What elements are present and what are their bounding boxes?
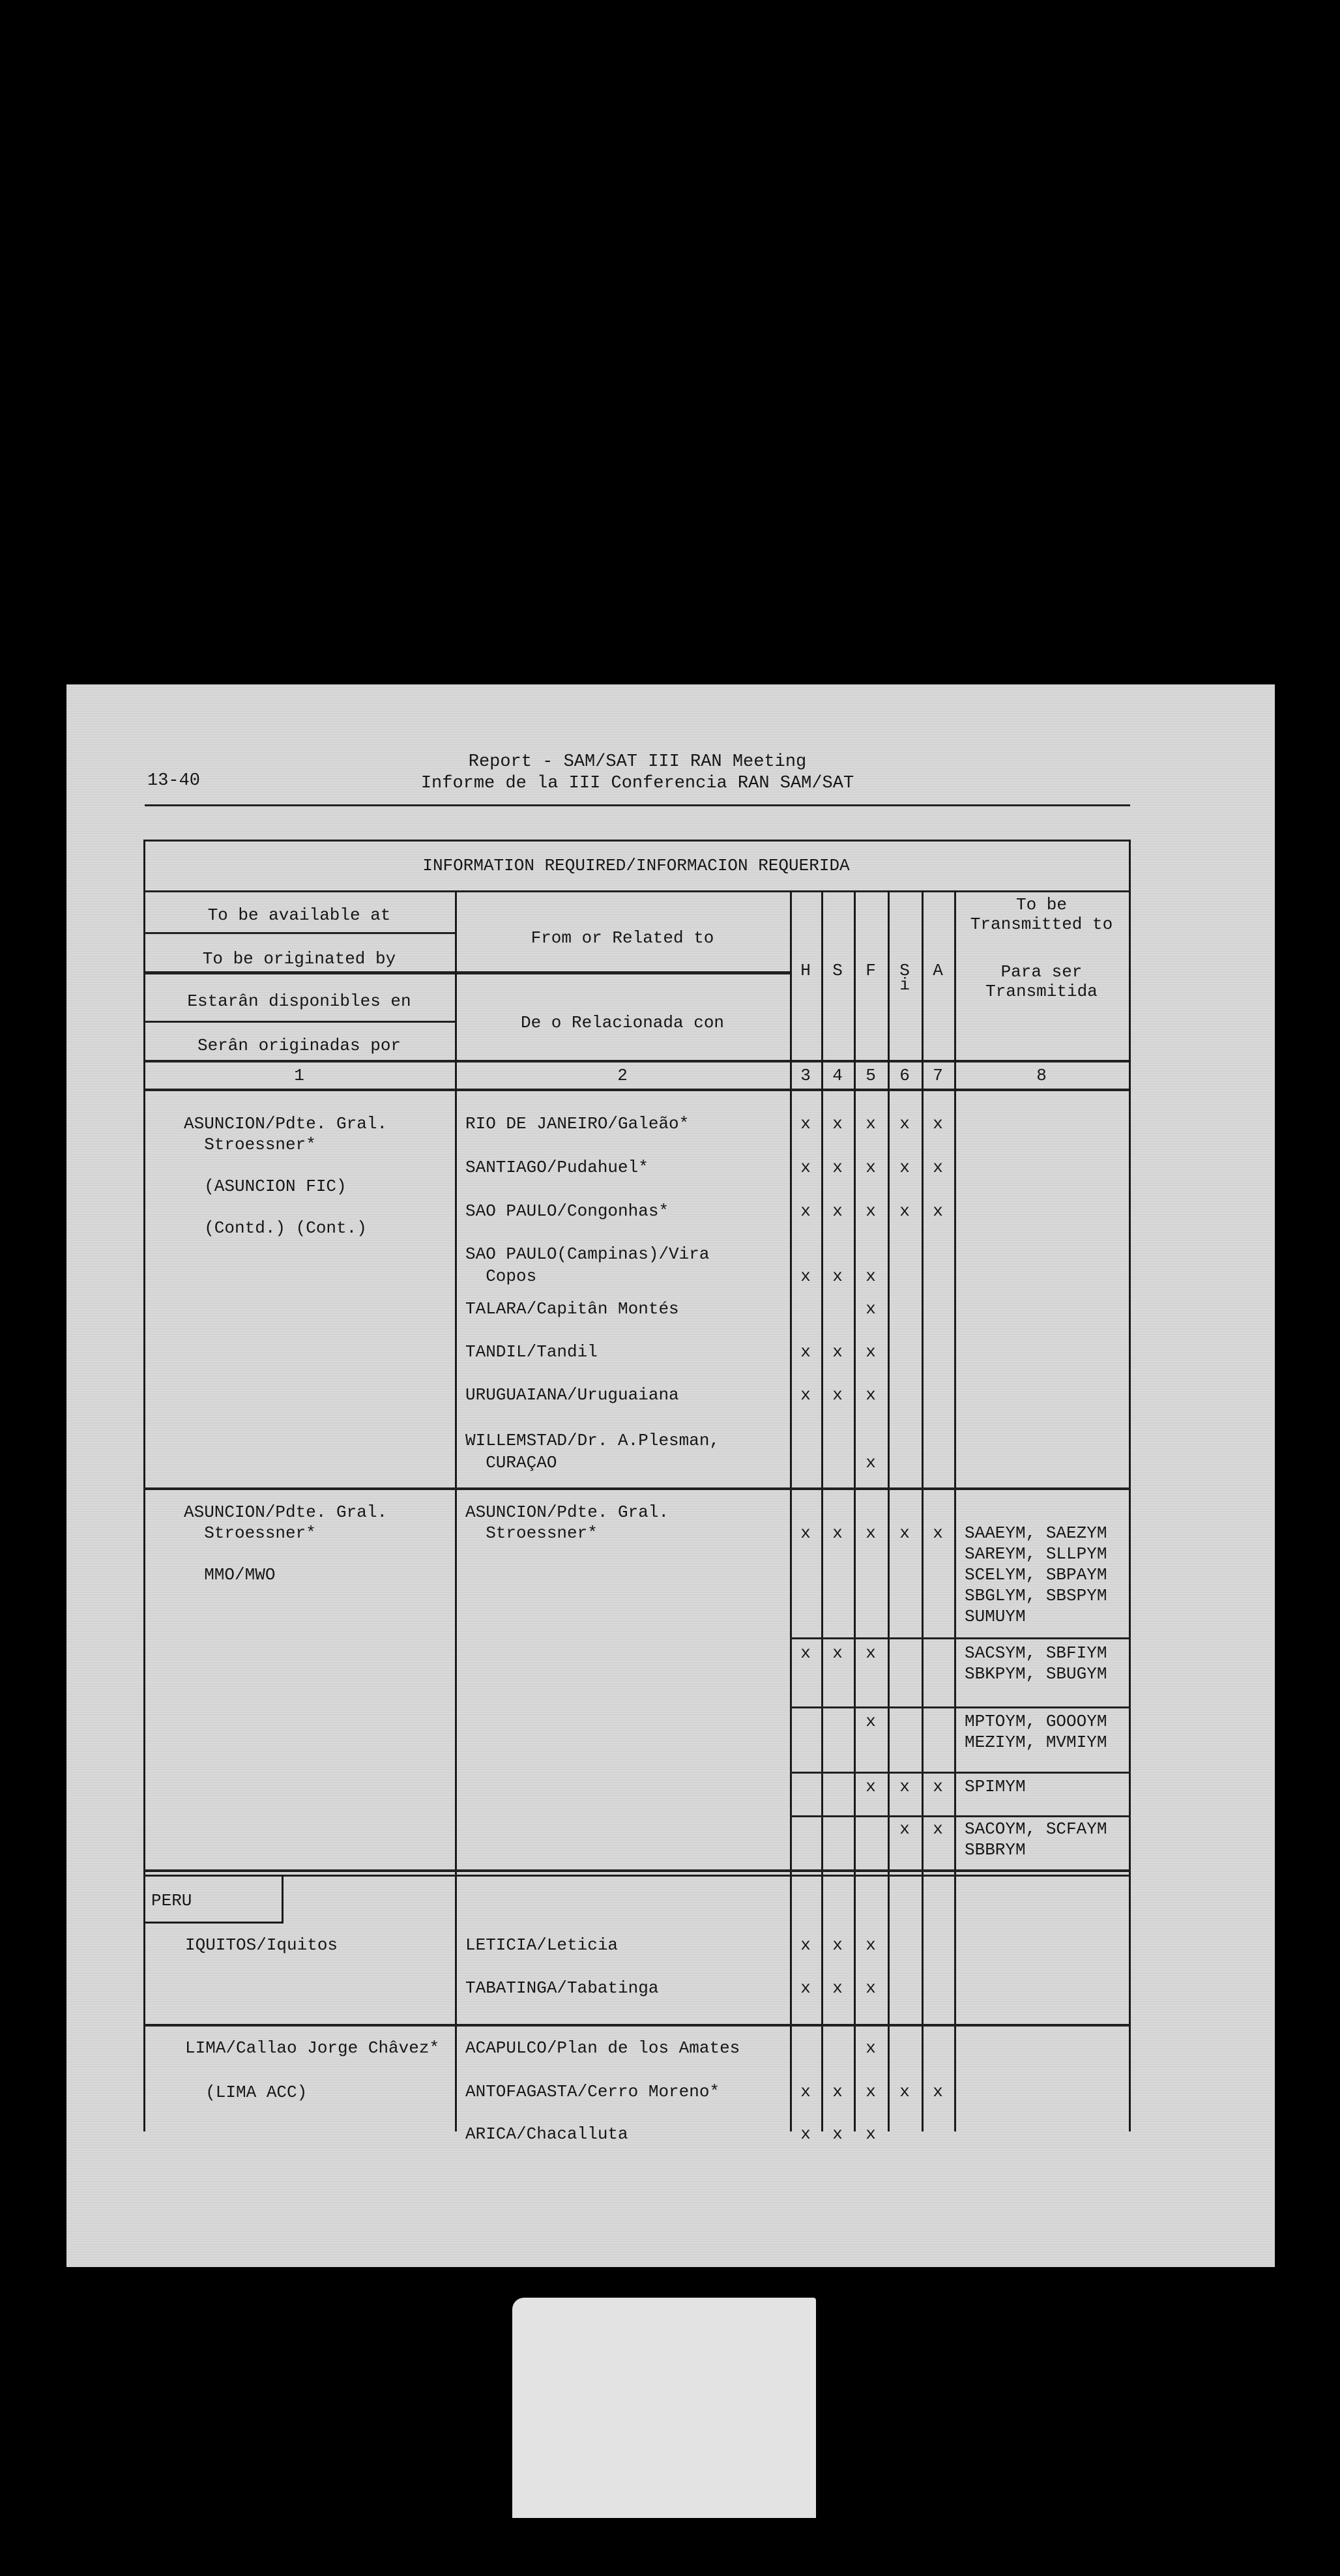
section-double-rule [143, 1869, 1131, 1872]
table-rule [143, 1021, 455, 1023]
check-mark: x [832, 1158, 843, 1177]
header-col-a: A [933, 961, 943, 980]
related-station: SAO PAULO(Campinas)/Vira [465, 1244, 710, 1264]
report-title-es: Informe de la III Conferencia RAN SAM/SAT [420, 774, 854, 793]
related-station: RIO DE JANEIRO/Galeão* [465, 1114, 690, 1134]
header-to-be: To be [1015, 895, 1067, 915]
related-station: TALARA/Capitân Montés [465, 1299, 679, 1319]
header-originadas-por: Serân originadas por [197, 1036, 401, 1055]
related-station: URUGUAIANA/Uruguaiana [465, 1385, 679, 1405]
check-mark: x [832, 1114, 843, 1134]
column-number: 1 [294, 1066, 304, 1085]
header-rule [145, 804, 1130, 806]
check-mark: x [866, 1712, 876, 1731]
related-station: LETICIA/Leticia [465, 1935, 619, 1955]
check-mark: x [866, 1453, 876, 1472]
originator-text: LIMA/Callao Jorge Châvez* [185, 2038, 440, 2058]
transmit-to-code: SPIMYM [965, 1777, 1026, 1796]
check-mark: x [800, 2124, 811, 2144]
check-mark: x [800, 1158, 811, 1177]
check-mark: x [866, 1114, 876, 1134]
check-mark: x [832, 1385, 843, 1405]
check-mark: x [832, 1342, 843, 1362]
check-mark: x [933, 1114, 943, 1134]
related-station: SANTIAGO/Pudahuel* [465, 1158, 648, 1177]
originator-text: IQUITOS/Iquitos [185, 1935, 338, 1955]
table-top-rule [143, 840, 1131, 842]
check-mark: x [800, 1342, 811, 1362]
check-mark: x [800, 2082, 811, 2101]
check-mark: x [832, 2124, 843, 2144]
related-station: ARICA/Chacalluta [465, 2124, 628, 2144]
header-bottom-rule [143, 1060, 1131, 1062]
transmit-to-code: SAAEYM, SAEZYM [965, 1523, 1107, 1543]
check-mark: x [832, 2082, 843, 2101]
check-mark: x [899, 1201, 910, 1221]
report-title-en: Report - SAM/SAT III RAN Meeting [468, 752, 807, 772]
column-number-rule [143, 1089, 1131, 1091]
check-mark: x [933, 1158, 943, 1177]
related-station: WILLEMSTAD/Dr. A.Plesman, [465, 1431, 720, 1450]
title-rule [143, 890, 1131, 892]
check-mark: x [800, 1935, 811, 1955]
mark-column-rule [888, 890, 890, 2131]
check-mark: x [899, 1158, 910, 1177]
header-available-at: To be available at [207, 905, 391, 925]
check-mark: x [866, 2124, 876, 2144]
related-station: TANDIL/Tandil [465, 1342, 598, 1362]
originator-text: (ASUNCION FIC) [184, 1177, 347, 1196]
table-left-border [143, 840, 145, 2131]
related-station: Stroessner* [465, 1523, 598, 1543]
mark-column-rule [821, 890, 823, 2131]
transmit-to-code: SBBRYM [965, 1840, 1026, 1860]
check-mark: x [866, 1777, 876, 1796]
transmit-to-code: SACSYM, SBFIYM [965, 1643, 1107, 1663]
column-number: 7 [933, 1066, 943, 1085]
header-col-h: H [800, 961, 811, 980]
originator-text: MMO/MWO [184, 1565, 276, 1585]
related-station: ACAPULCO/Plan de los Amates [465, 2038, 740, 2058]
check-mark: x [832, 1266, 843, 1286]
check-mark: x [866, 1299, 876, 1319]
originator-text: (Contd.) (Cont.) [184, 1218, 367, 1238]
check-mark: x [832, 1935, 843, 1955]
check-mark: x [866, 1978, 876, 1998]
paper-slip [512, 2298, 816, 2518]
column-number: 8 [1036, 1066, 1047, 1085]
related-station: ANTOFAGASTA/Cerro Moreno* [465, 2082, 720, 2101]
header-disponibles-en: Estarân disponibles en [187, 991, 411, 1011]
check-mark: x [800, 1266, 811, 1286]
mark-column-rule [790, 890, 792, 2131]
section-rule [143, 1487, 1131, 1490]
transmit-to-code: MEZIYM, MVMIYM [965, 1733, 1107, 1752]
country-heading: PERU [151, 1891, 192, 1910]
check-mark: x [832, 1978, 843, 1998]
header-transmitted-to: Transmitted to [970, 915, 1113, 934]
check-mark: x [933, 2082, 943, 2101]
originator-text: Stroessner* [184, 1523, 316, 1543]
related-station: ASUNCION/Pdte. Gral. [465, 1502, 669, 1522]
transmit-to-code: SBKPYM, SBUGYM [965, 1664, 1107, 1684]
header-originated-by: To be originated by [202, 949, 396, 969]
check-mark: x [800, 1643, 811, 1663]
header-transmitida: Transmitida [985, 982, 1098, 1001]
related-station: CURAÇAO [465, 1453, 557, 1472]
column-number: 2 [617, 1066, 628, 1085]
related-station: Copos [465, 1266, 537, 1286]
column-1-rule [455, 890, 457, 2131]
check-mark: x [866, 1342, 876, 1362]
check-mark: x [933, 1523, 943, 1543]
transmit-to-code: SUMUYM [965, 1607, 1026, 1626]
check-mark: x [866, 1266, 876, 1286]
check-mark: x [866, 2038, 876, 2058]
check-mark: x [832, 1643, 843, 1663]
subrow-rule [790, 1815, 1131, 1817]
column-number: 3 [800, 1066, 811, 1085]
subrow-rule [790, 1772, 1131, 1774]
check-mark: x [866, 1935, 876, 1955]
mark-column-rule [854, 890, 856, 2131]
mark-column-rule [922, 890, 924, 2131]
section-double-rule [143, 1875, 1131, 1877]
check-mark: x [899, 2082, 910, 2101]
check-mark: x [800, 1114, 811, 1134]
check-mark: x [800, 1978, 811, 1998]
check-mark: x [832, 1523, 843, 1543]
subrow-rule [790, 1706, 1131, 1708]
check-mark: x [933, 1819, 943, 1839]
header-col-s: S [832, 961, 843, 980]
header-relacionada-con: De o Relacionada con [520, 1013, 725, 1032]
subrow-rule [790, 1637, 1131, 1639]
originator-text: ASUNCION/Pdte. Gral. [184, 1502, 388, 1522]
check-mark: x [899, 1523, 910, 1543]
check-mark: x [866, 1385, 876, 1405]
header-col-si_top: S [899, 961, 910, 980]
header-double-rule [143, 971, 790, 974]
check-mark: x [899, 1819, 910, 1839]
originator-text: Stroessner* [184, 1135, 316, 1154]
transmit-to-code: MPTOYM, GOOOYM [965, 1712, 1107, 1731]
check-mark: x [899, 1777, 910, 1796]
check-mark: x [800, 1201, 811, 1221]
check-mark: x [866, 1523, 876, 1543]
table-right-border [1129, 840, 1131, 2131]
originator-text: (LIMA ACC) [185, 2083, 308, 2102]
check-mark: x [800, 1523, 811, 1543]
column-number: 4 [832, 1066, 843, 1085]
header-related-to: From or Related to [531, 928, 714, 948]
header-col-f: F [866, 961, 876, 980]
originator-text: ASUNCION/Pdte. Gral. [184, 1114, 388, 1134]
check-mark: x [866, 2082, 876, 2101]
check-mark: x [832, 1201, 843, 1221]
related-station: SAO PAULO/Congonhas* [465, 1201, 669, 1221]
check-mark: x [933, 1777, 943, 1796]
column-number: 6 [899, 1066, 910, 1085]
related-station: TABATINGA/Tabatinga [465, 1978, 659, 1998]
check-mark: x [866, 1643, 876, 1663]
check-mark: x [866, 1158, 876, 1177]
check-mark: x [866, 1201, 876, 1221]
transmit-to-code: SCELYM, SBPAYM [965, 1565, 1107, 1585]
check-mark: x [933, 1201, 943, 1221]
document-page [66, 684, 1275, 2267]
table-title: INFORMATION REQUIRED/INFORMACION REQUERIDA [422, 856, 850, 875]
transmit-to-code: SAREYM, SLLPYM [965, 1544, 1107, 1564]
section-rule [143, 2024, 1131, 2027]
transmit-to-code: SBGLYM, SBSPYM [965, 1586, 1107, 1605]
column-number: 5 [866, 1066, 876, 1085]
transmit-to-code: SACOYM, SCFAYM [965, 1819, 1107, 1839]
table-rule [143, 932, 455, 934]
header-col-si-sub: i [899, 975, 910, 995]
check-mark: x [899, 1114, 910, 1134]
header-para-ser: Para ser [1000, 962, 1083, 982]
mark-column-rule [954, 890, 956, 2131]
check-mark: x [800, 1385, 811, 1405]
page-number: 13-40 [147, 771, 201, 791]
